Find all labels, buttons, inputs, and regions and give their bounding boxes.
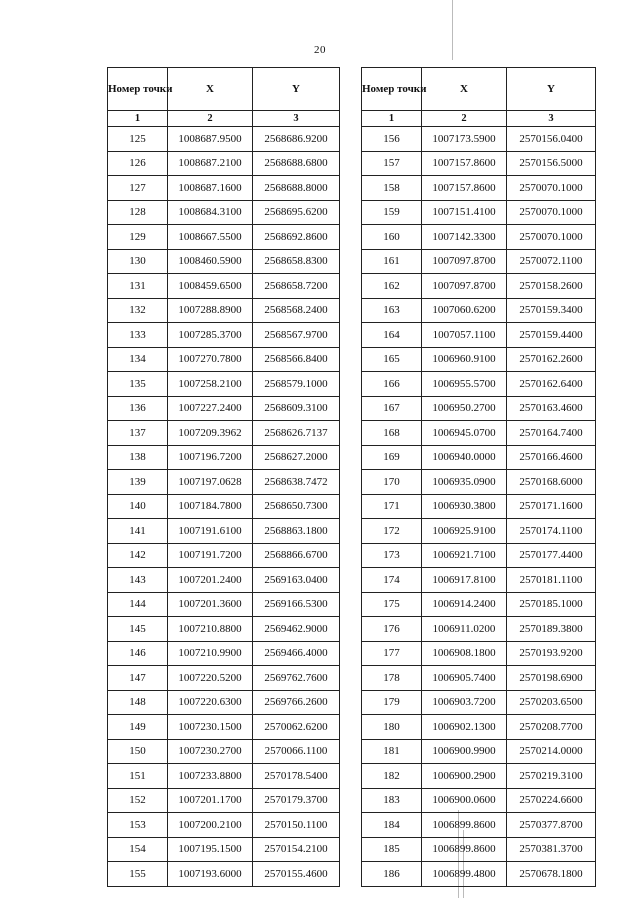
table-row — [362, 764, 596, 789]
x-coordinate-cell: 1007151.4100 — [422, 200, 507, 225]
y-coordinate-cell: 2570381.3700 — [507, 837, 596, 862]
y-coordinate-cell: 2570177.4400 — [507, 543, 596, 568]
table-row — [108, 298, 340, 323]
y-coordinate-cell: 2570070.1000 — [507, 176, 596, 201]
table-row — [108, 568, 340, 593]
point-number-cell: 159 — [362, 200, 422, 225]
x-coordinate-cell: 1007191.6100 — [168, 519, 253, 544]
table-row — [108, 200, 340, 225]
x-coordinate-cell: 1007173.5900 — [422, 127, 507, 152]
point-number-cell: 137 — [108, 421, 168, 446]
table-row — [362, 592, 596, 617]
y-coordinate-cell: 2570163.4600 — [507, 396, 596, 421]
x-coordinate-cell: 1008460.5900 — [168, 249, 253, 274]
point-number-cell: 156 — [362, 127, 422, 152]
x-coordinate-cell: 1007157.8600 — [422, 176, 507, 201]
y-coordinate-cell: 2570070.1000 — [507, 200, 596, 225]
x-coordinate-cell: 1006900.2900 — [422, 764, 507, 789]
point-number-cell: 147 — [108, 666, 168, 691]
table-row — [362, 127, 596, 152]
point-number-cell: 163 — [362, 298, 422, 323]
table-header-row — [108, 68, 340, 111]
x-coordinate-cell: 1008459.6500 — [168, 274, 253, 299]
x-coordinate-cell: 1007057.1100 — [422, 323, 507, 348]
point-number-cell: 139 — [108, 470, 168, 495]
table-row — [108, 641, 340, 666]
y-coordinate-cell: 2570072.1100 — [507, 249, 596, 274]
x-coordinate-cell: 1007195.1500 — [168, 837, 253, 862]
point-number-cell: 134 — [108, 347, 168, 372]
y-coordinate-cell: 2570162.6400 — [507, 372, 596, 397]
y-coordinate-cell: 2568695.6200 — [253, 200, 340, 225]
point-number-cell: 158 — [362, 176, 422, 201]
x-coordinate-cell: 1006930.3800 — [422, 494, 507, 519]
table-row — [362, 176, 596, 201]
x-coordinate-cell: 1007285.3700 — [168, 323, 253, 348]
x-coordinate-cell: 1007210.9900 — [168, 641, 253, 666]
column-index: 3 — [507, 111, 596, 127]
point-number-cell: 145 — [108, 617, 168, 642]
point-number-cell: 142 — [108, 543, 168, 568]
x-coordinate-cell: 1008687.9500 — [168, 127, 253, 152]
y-coordinate-cell: 2568566.8400 — [253, 347, 340, 372]
table-row — [362, 690, 596, 715]
table-row — [108, 764, 340, 789]
table-row — [108, 421, 340, 446]
y-coordinate-cell: 2568627.2000 — [253, 445, 340, 470]
y-coordinate-cell: 2570168.6000 — [507, 470, 596, 495]
point-number-cell: 141 — [108, 519, 168, 544]
point-number-cell: 132 — [108, 298, 168, 323]
y-coordinate-cell: 2568609.3100 — [253, 396, 340, 421]
x-coordinate-cell: 1006917.8100 — [422, 568, 507, 593]
table-row — [362, 225, 596, 250]
point-number-cell: 144 — [108, 592, 168, 617]
table-row — [108, 470, 340, 495]
point-number-cell: 174 — [362, 568, 422, 593]
y-coordinate-cell: 2570159.4400 — [507, 323, 596, 348]
table-row — [362, 347, 596, 372]
y-coordinate-cell: 2568688.8000 — [253, 176, 340, 201]
table-row — [362, 543, 596, 568]
table-row — [362, 494, 596, 519]
column-index: 1 — [362, 111, 422, 127]
header-x: X — [168, 68, 253, 111]
point-number-cell: 175 — [362, 592, 422, 617]
header-y: Y — [253, 68, 340, 111]
x-coordinate-cell: 1006955.5700 — [422, 372, 507, 397]
y-coordinate-cell: 2570193.9200 — [507, 641, 596, 666]
y-coordinate-cell: 2569762.7600 — [253, 666, 340, 691]
header-point-number: Номер точки — [108, 68, 168, 111]
y-coordinate-cell: 2569466.4000 — [253, 641, 340, 666]
y-coordinate-cell: 2570198.6900 — [507, 666, 596, 691]
point-number-cell: 176 — [362, 617, 422, 642]
column-index: 2 — [168, 111, 253, 127]
x-coordinate-cell: 1008667.5500 — [168, 225, 253, 250]
y-coordinate-cell: 2568686.9200 — [253, 127, 340, 152]
coordinates-table-left — [107, 67, 340, 887]
y-coordinate-cell: 2570377.8700 — [507, 813, 596, 838]
y-coordinate-cell: 2570066.1100 — [253, 739, 340, 764]
table-row — [362, 200, 596, 225]
x-coordinate-cell: 1006921.7100 — [422, 543, 507, 568]
x-coordinate-cell: 1006925.9100 — [422, 519, 507, 544]
point-number-cell: 180 — [362, 715, 422, 740]
x-coordinate-cell: 1007258.2100 — [168, 372, 253, 397]
point-number-cell: 185 — [362, 837, 422, 862]
table-row — [362, 323, 596, 348]
point-number-cell: 168 — [362, 421, 422, 446]
table-row — [362, 372, 596, 397]
point-number-cell: 186 — [362, 862, 422, 887]
scan-mark — [452, 0, 453, 60]
y-coordinate-cell: 2570164.7400 — [507, 421, 596, 446]
y-coordinate-cell: 2570155.4600 — [253, 862, 340, 887]
y-coordinate-cell: 2568626.7137 — [253, 421, 340, 446]
y-coordinate-cell: 2570178.5400 — [253, 764, 340, 789]
y-coordinate-cell: 2570150.1100 — [253, 813, 340, 838]
y-coordinate-cell: 2570189.3800 — [507, 617, 596, 642]
header-x: X — [422, 68, 507, 111]
y-coordinate-cell: 2570203.6500 — [507, 690, 596, 715]
table-row — [108, 543, 340, 568]
x-coordinate-cell: 1006914.2400 — [422, 592, 507, 617]
table-row — [108, 372, 340, 397]
point-number-cell: 129 — [108, 225, 168, 250]
point-number-cell: 181 — [362, 739, 422, 764]
y-coordinate-cell: 2570162.2600 — [507, 347, 596, 372]
table-row — [108, 666, 340, 691]
y-coordinate-cell: 2569462.9000 — [253, 617, 340, 642]
table-row — [362, 249, 596, 274]
table-row — [108, 274, 340, 299]
point-number-cell: 167 — [362, 396, 422, 421]
point-number-cell: 143 — [108, 568, 168, 593]
table-row — [362, 470, 596, 495]
y-coordinate-cell: 2570174.1100 — [507, 519, 596, 544]
y-coordinate-cell: 2570159.3400 — [507, 298, 596, 323]
column-index-row — [108, 111, 340, 127]
point-number-cell: 183 — [362, 788, 422, 813]
x-coordinate-cell: 1007200.2100 — [168, 813, 253, 838]
column-index-row — [362, 111, 596, 127]
point-number-cell: 171 — [362, 494, 422, 519]
x-coordinate-cell: 1007157.8600 — [422, 151, 507, 176]
y-coordinate-cell: 2570678.1800 — [507, 862, 596, 887]
point-number-cell: 127 — [108, 176, 168, 201]
x-coordinate-cell: 1007184.7800 — [168, 494, 253, 519]
x-coordinate-cell: 1006945.0700 — [422, 421, 507, 446]
table-row — [362, 617, 596, 642]
point-number-cell: 177 — [362, 641, 422, 666]
header-point-number: Номер точки — [362, 68, 422, 111]
point-number-cell: 162 — [362, 274, 422, 299]
point-number-cell: 164 — [362, 323, 422, 348]
table-row — [362, 641, 596, 666]
column-index: 1 — [108, 111, 168, 127]
table-row — [108, 176, 340, 201]
y-coordinate-cell: 2570181.1100 — [507, 568, 596, 593]
y-coordinate-cell: 2569766.2600 — [253, 690, 340, 715]
point-number-cell: 161 — [362, 249, 422, 274]
table-row — [108, 617, 340, 642]
x-coordinate-cell: 1007210.8800 — [168, 617, 253, 642]
table-row — [362, 837, 596, 862]
y-coordinate-cell: 2568863.1800 — [253, 519, 340, 544]
point-number-cell: 169 — [362, 445, 422, 470]
table-row — [108, 690, 340, 715]
y-coordinate-cell: 2570156.0400 — [507, 127, 596, 152]
x-coordinate-cell: 1007097.8700 — [422, 274, 507, 299]
table-row — [362, 396, 596, 421]
table-row — [362, 739, 596, 764]
table-row — [362, 445, 596, 470]
x-coordinate-cell: 1006908.1800 — [422, 641, 507, 666]
table-row — [108, 739, 340, 764]
table-row — [108, 127, 340, 152]
point-number-cell: 179 — [362, 690, 422, 715]
point-number-cell: 138 — [108, 445, 168, 470]
x-coordinate-cell: 1006911.0200 — [422, 617, 507, 642]
point-number-cell: 173 — [362, 543, 422, 568]
x-coordinate-cell: 1007201.1700 — [168, 788, 253, 813]
page-number: 20 — [314, 44, 326, 56]
x-coordinate-cell: 1007230.2700 — [168, 739, 253, 764]
table-row — [362, 813, 596, 838]
x-coordinate-cell: 1006905.7400 — [422, 666, 507, 691]
point-number-cell: 152 — [108, 788, 168, 813]
left-table-body — [108, 127, 340, 887]
point-number-cell: 155 — [108, 862, 168, 887]
table-header-row — [362, 68, 596, 111]
point-number-cell: 170 — [362, 470, 422, 495]
y-coordinate-cell: 2569166.5300 — [253, 592, 340, 617]
table-row — [362, 666, 596, 691]
table-row — [108, 396, 340, 421]
x-coordinate-cell: 1006902.1300 — [422, 715, 507, 740]
x-coordinate-cell: 1007197.0628 — [168, 470, 253, 495]
point-number-cell: 148 — [108, 690, 168, 715]
point-number-cell: 150 — [108, 739, 168, 764]
y-coordinate-cell: 2568579.1000 — [253, 372, 340, 397]
point-number-cell: 153 — [108, 813, 168, 838]
x-coordinate-cell: 1006903.7200 — [422, 690, 507, 715]
x-coordinate-cell: 1007201.3600 — [168, 592, 253, 617]
point-number-cell: 172 — [362, 519, 422, 544]
x-coordinate-cell: 1006900.0600 — [422, 788, 507, 813]
point-number-cell: 130 — [108, 249, 168, 274]
x-coordinate-cell: 1007270.7800 — [168, 347, 253, 372]
table-row — [108, 837, 340, 862]
point-number-cell: 131 — [108, 274, 168, 299]
x-coordinate-cell: 1007097.8700 — [422, 249, 507, 274]
y-coordinate-cell: 2569163.0400 — [253, 568, 340, 593]
y-coordinate-cell: 2568650.7300 — [253, 494, 340, 519]
point-number-cell: 165 — [362, 347, 422, 372]
x-coordinate-cell: 1007060.6200 — [422, 298, 507, 323]
point-number-cell: 157 — [362, 151, 422, 176]
table-row — [108, 862, 340, 887]
point-number-cell: 184 — [362, 813, 422, 838]
table-row — [108, 323, 340, 348]
header-y: Y — [507, 68, 596, 111]
y-coordinate-cell: 2568568.2400 — [253, 298, 340, 323]
y-coordinate-cell: 2570214.0000 — [507, 739, 596, 764]
table-row — [108, 788, 340, 813]
table-row — [108, 494, 340, 519]
y-coordinate-cell: 2568866.6700 — [253, 543, 340, 568]
point-number-cell: 166 — [362, 372, 422, 397]
right-table-body — [362, 127, 596, 887]
table-row — [362, 151, 596, 176]
x-coordinate-cell: 1007193.6000 — [168, 862, 253, 887]
point-number-cell: 126 — [108, 151, 168, 176]
x-coordinate-cell: 1007142.3300 — [422, 225, 507, 250]
y-coordinate-cell: 2570171.1600 — [507, 494, 596, 519]
table-row — [362, 274, 596, 299]
x-coordinate-cell: 1007220.5200 — [168, 666, 253, 691]
y-coordinate-cell: 2570185.1000 — [507, 592, 596, 617]
x-coordinate-cell: 1007209.3962 — [168, 421, 253, 446]
point-number-cell: 154 — [108, 837, 168, 862]
table-row — [362, 788, 596, 813]
column-index: 3 — [253, 111, 340, 127]
x-coordinate-cell: 1006960.9100 — [422, 347, 507, 372]
y-coordinate-cell: 2570158.2600 — [507, 274, 596, 299]
table-row — [108, 249, 340, 274]
point-number-cell: 149 — [108, 715, 168, 740]
y-coordinate-cell: 2570179.3700 — [253, 788, 340, 813]
point-number-cell: 140 — [108, 494, 168, 519]
x-coordinate-cell: 1007230.1500 — [168, 715, 253, 740]
x-coordinate-cell: 1008687.2100 — [168, 151, 253, 176]
point-number-cell: 178 — [362, 666, 422, 691]
y-coordinate-cell: 2570224.6600 — [507, 788, 596, 813]
y-coordinate-cell: 2568688.6800 — [253, 151, 340, 176]
y-coordinate-cell: 2568692.8600 — [253, 225, 340, 250]
point-number-cell: 160 — [362, 225, 422, 250]
table-row — [108, 813, 340, 838]
y-coordinate-cell: 2570070.1000 — [507, 225, 596, 250]
table-row — [362, 568, 596, 593]
table-row — [362, 298, 596, 323]
x-coordinate-cell: 1007220.6300 — [168, 690, 253, 715]
x-coordinate-cell: 1007288.8900 — [168, 298, 253, 323]
point-number-cell: 136 — [108, 396, 168, 421]
table-row — [108, 445, 340, 470]
table-row — [362, 421, 596, 446]
y-coordinate-cell: 2568638.7472 — [253, 470, 340, 495]
column-index: 2 — [422, 111, 507, 127]
y-coordinate-cell: 2568658.7200 — [253, 274, 340, 299]
point-number-cell: 135 — [108, 372, 168, 397]
table-row — [362, 715, 596, 740]
x-coordinate-cell: 1006935.0900 — [422, 470, 507, 495]
y-coordinate-cell: 2568567.9700 — [253, 323, 340, 348]
y-coordinate-cell: 2570208.7700 — [507, 715, 596, 740]
x-coordinate-cell: 1007227.2400 — [168, 396, 253, 421]
y-coordinate-cell: 2570062.6200 — [253, 715, 340, 740]
point-number-cell: 146 — [108, 641, 168, 666]
table-row — [108, 592, 340, 617]
table-row — [108, 347, 340, 372]
point-number-cell: 151 — [108, 764, 168, 789]
y-coordinate-cell: 2570166.4600 — [507, 445, 596, 470]
x-coordinate-cell: 1006899.4800 — [422, 862, 507, 887]
x-coordinate-cell: 1007196.7200 — [168, 445, 253, 470]
x-coordinate-cell: 1008687.1600 — [168, 176, 253, 201]
table-row — [108, 225, 340, 250]
x-coordinate-cell: 1007191.7200 — [168, 543, 253, 568]
x-coordinate-cell: 1008684.3100 — [168, 200, 253, 225]
point-number-cell: 125 — [108, 127, 168, 152]
table-row — [108, 715, 340, 740]
x-coordinate-cell: 1007233.8800 — [168, 764, 253, 789]
point-number-cell: 128 — [108, 200, 168, 225]
table-row — [108, 519, 340, 544]
point-number-cell: 133 — [108, 323, 168, 348]
table-row — [108, 151, 340, 176]
coordinates-table-right — [361, 67, 596, 887]
table-row — [362, 862, 596, 887]
y-coordinate-cell: 2570219.3100 — [507, 764, 596, 789]
point-number-cell: 182 — [362, 764, 422, 789]
table-row — [362, 519, 596, 544]
y-coordinate-cell: 2568658.8300 — [253, 249, 340, 274]
x-coordinate-cell: 1006940.0000 — [422, 445, 507, 470]
x-coordinate-cell: 1006950.2700 — [422, 396, 507, 421]
x-coordinate-cell: 1007201.2400 — [168, 568, 253, 593]
x-coordinate-cell: 1006899.8600 — [422, 837, 507, 862]
x-coordinate-cell: 1006900.9900 — [422, 739, 507, 764]
y-coordinate-cell: 2570154.2100 — [253, 837, 340, 862]
y-coordinate-cell: 2570156.5000 — [507, 151, 596, 176]
x-coordinate-cell: 1006899.8600 — [422, 813, 507, 838]
